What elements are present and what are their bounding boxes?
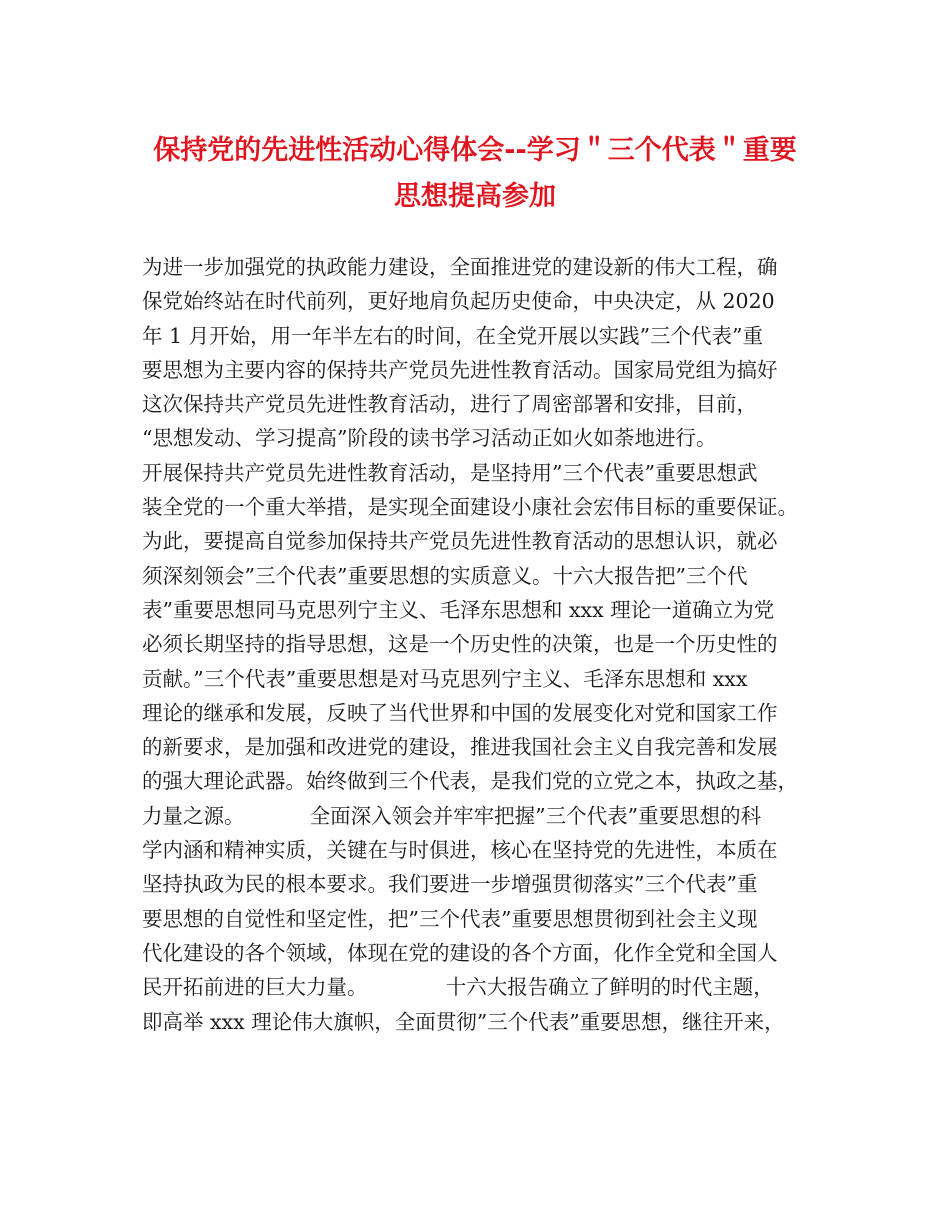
body-line: 贡献。”三个代表”重要思想是对马克思列宁主义、毛泽东思想和 xxx bbox=[142, 666, 748, 691]
body-line: 的新要求，是加强和改进党的建设，推进我国社会主义自我完善和发展 bbox=[142, 735, 778, 760]
body-line: 装全党的一个重大举措，是实现全面建设小康社会宏伟目标的重要保证。 bbox=[142, 495, 798, 520]
body-line: “思想发动、学习提高”阶段的读书学习活动正如火如荼地进行。 bbox=[142, 426, 717, 451]
body-line: 为此，要提高自觉参加保持共产党员先进性教育活动的思想认识，就必 bbox=[142, 529, 778, 554]
body-line: 这次保持共产党员先进性教育活动，进行了周密部署和安排，目前， bbox=[142, 392, 757, 417]
body-line: 保党始终站在时代前列，更好地肩负起历史使命，中央决定，从 2020 bbox=[142, 289, 775, 314]
body-line: 代化建设的各个领域，体现在党的建设的各个方面，化作全党和全国人 bbox=[142, 940, 778, 965]
document-title bbox=[120, 128, 830, 220]
title-line-2: 思想提高参加 bbox=[394, 181, 556, 212]
document-body bbox=[142, 250, 832, 1039]
body-line: 必须长期坚持的指导思想，这是一个历史性的决策，也是一个历史性的 bbox=[142, 632, 778, 657]
body-line: 表”重要思想同马克思列宁主义、毛泽东思想和 xxx 理论一道确立为党 bbox=[142, 597, 775, 622]
body-line: 理论的继承和发展，反映了当代世界和中国的发展变化对党和国家工作 bbox=[142, 700, 778, 725]
body-line: 坚持执政为民的根本要求。我们要进一步增强贯彻落实”三个代表”重 bbox=[142, 872, 758, 897]
body-line: 即高举 xxx 理论伟大旗帜，全面贯彻”三个代表”重要思想，继往开来， bbox=[142, 1009, 785, 1034]
title-line-1: 保持党的先进性活动心得体会--学习＂三个代表＂重要 bbox=[153, 135, 797, 166]
body-line: 要思想为主要内容的保持共产党员先进性教育活动。国家局党组为搞好 bbox=[142, 357, 778, 382]
body-line: 学内涵和精神实质，关键在与时俱进，核心在坚持党的先进性，本质在 bbox=[142, 838, 778, 863]
body-line: 年 1 月开始，用一年半左右的时间，在全党开展以实践”三个代表”重 bbox=[142, 323, 764, 348]
body-line: 要思想的自觉性和坚定性，把”三个代表”重要思想贯彻到社会主义现 bbox=[142, 906, 758, 931]
body-line: 民开拓前进的巨大力量。 十六大报告确立了鲜明的时代主题， bbox=[142, 975, 774, 1000]
body-line: 须深刻领会”三个代表”重要思想的实质意义。十六大报告把”三个代 bbox=[142, 563, 748, 588]
body-line: 开展保持共产党员先进性教育活动，是坚持用”三个代表”重要思想武 bbox=[142, 460, 758, 485]
body-line: 的强大理论武器。始终做到三个代表，是我们党的立党之本，执政之基， bbox=[142, 769, 798, 794]
body-line: 力量之源。 全面深入领会并牢牢把握”三个代表”重要思想的科 bbox=[142, 803, 762, 828]
body-line: 为进一步加强党的执政能力建设，全面推进党的建设新的伟大工程，确 bbox=[142, 255, 778, 279]
